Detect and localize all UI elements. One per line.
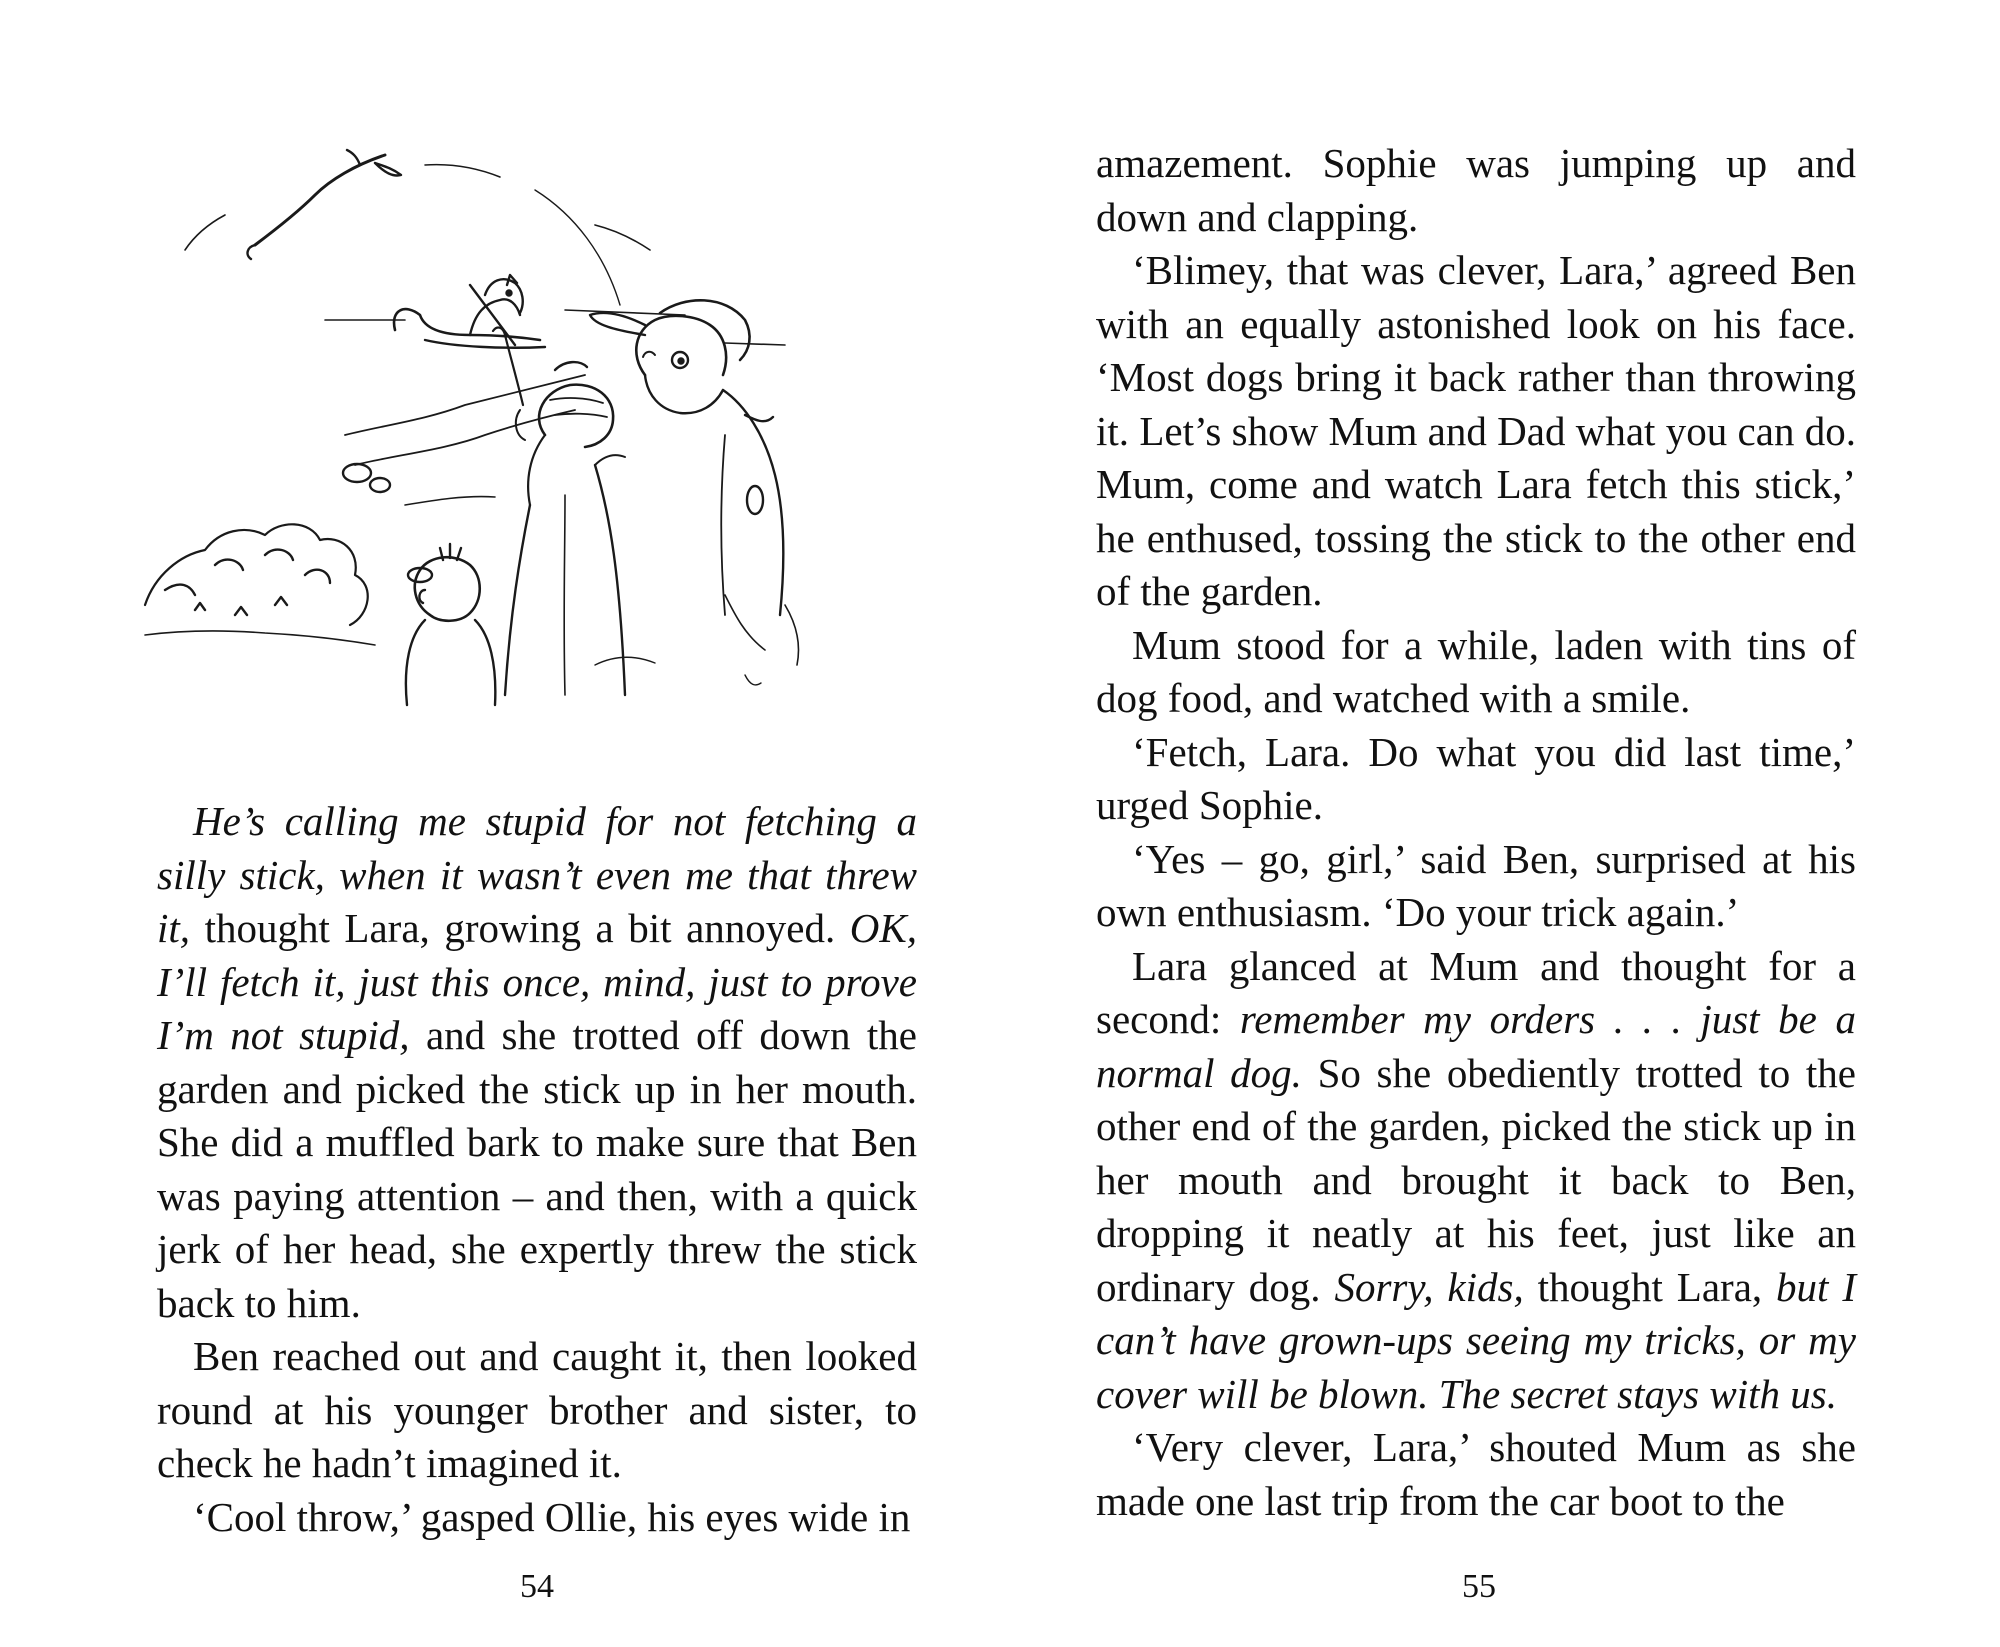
- paragraph: [1096, 137, 1856, 244]
- right-page: [1000, 0, 2000, 1647]
- text-span: Mum stood for a while, laden with tins of dog food, and watched with a smile.: [1096, 621, 1856, 721]
- italic-text: OK, I’ll fetch it, just this once, mind, just to prove I’m not stupid,: [157, 905, 917, 1058]
- page-number: 55: [1462, 1568, 1496, 1605]
- italic-text: Sorry, kids,: [1334, 1263, 1524, 1310]
- page-number: 54: [520, 1568, 554, 1605]
- text-span: and she trotted off down the garden and picked the stick up in her mouth. She did a muffled bark to make sure that Ben was paying attention – and then, with a quick jerk of her head, she expertly threw the stick back to him.: [157, 1012, 917, 1326]
- text-span: thought Lara, growing a bit annoyed.: [190, 905, 850, 951]
- text-span: ‘Blimey, that was clever, Lara,’ agreed Ben with an equally astonished look on his face. ‘Most dogs bring it back rather than throwing it. Let’s show Mum and Dad what you can do. Mum, come and watch Lara fetch this stick,’ he enthused, tossing the stick to the other end of the garden.: [1096, 247, 1856, 614]
- paragraph: [1096, 619, 1856, 726]
- text-span: ‘Fetch, Lara. Do what you did last time,’ urged Sophie.: [1096, 728, 1856, 828]
- italic-text: He’s calling me stupid for not fetching a silly stick, when it wasn’t even me that threw it,: [157, 798, 917, 951]
- right-page-text: [1096, 137, 1856, 1528]
- italic-text: but I can’t have grown-ups seeing my tricks, or my cover will be blown. The secret stays with us.: [1096, 1263, 1856, 1417]
- paragraph: [157, 795, 917, 1330]
- dog-and-children-sketch: [125, 135, 925, 775]
- italic-text: remember my orders . . . just be a normal dog.: [1096, 996, 1856, 1096]
- paragraph: [1096, 244, 1856, 619]
- text-span: So she obediently trotted to the other end of the garden, picked the stick up in her mouth and brought it back to Ben, dropping it neatly at his feet, just like an ordinary dog.: [1096, 1049, 1856, 1310]
- garden-illustration: [125, 135, 925, 775]
- paragraph: [157, 1491, 917, 1545]
- paragraph: [1096, 833, 1856, 940]
- text-span: Ben reached out and caught it, then looked round at his younger brother and sister, to check he hadn’t imagined it.: [157, 1333, 917, 1486]
- paragraph: [1096, 940, 1856, 1422]
- paragraph: [1096, 1421, 1856, 1528]
- text-span: ‘Very clever, Lara,’ shouted Mum as she made one last trip from the car boot to the: [1096, 1424, 1856, 1524]
- text-span: Lara glanced at Mum and thought for a second:: [1096, 942, 1856, 1042]
- left-page-text: [157, 795, 917, 1544]
- paragraph: [157, 1330, 917, 1491]
- text-span: amazement. Sophie was jumping up and down and clapping.: [1096, 140, 1856, 240]
- text-span: ‘Yes – go, girl,’ said Ben, surprised at his own enthusiasm. ‘Do your trick again.’: [1096, 835, 1856, 935]
- text-span: ‘Cool throw,’ gasped Ollie, his eyes wide in: [193, 1493, 911, 1540]
- text-span: thought Lara,: [1523, 1263, 1777, 1310]
- paragraph: [1096, 726, 1856, 833]
